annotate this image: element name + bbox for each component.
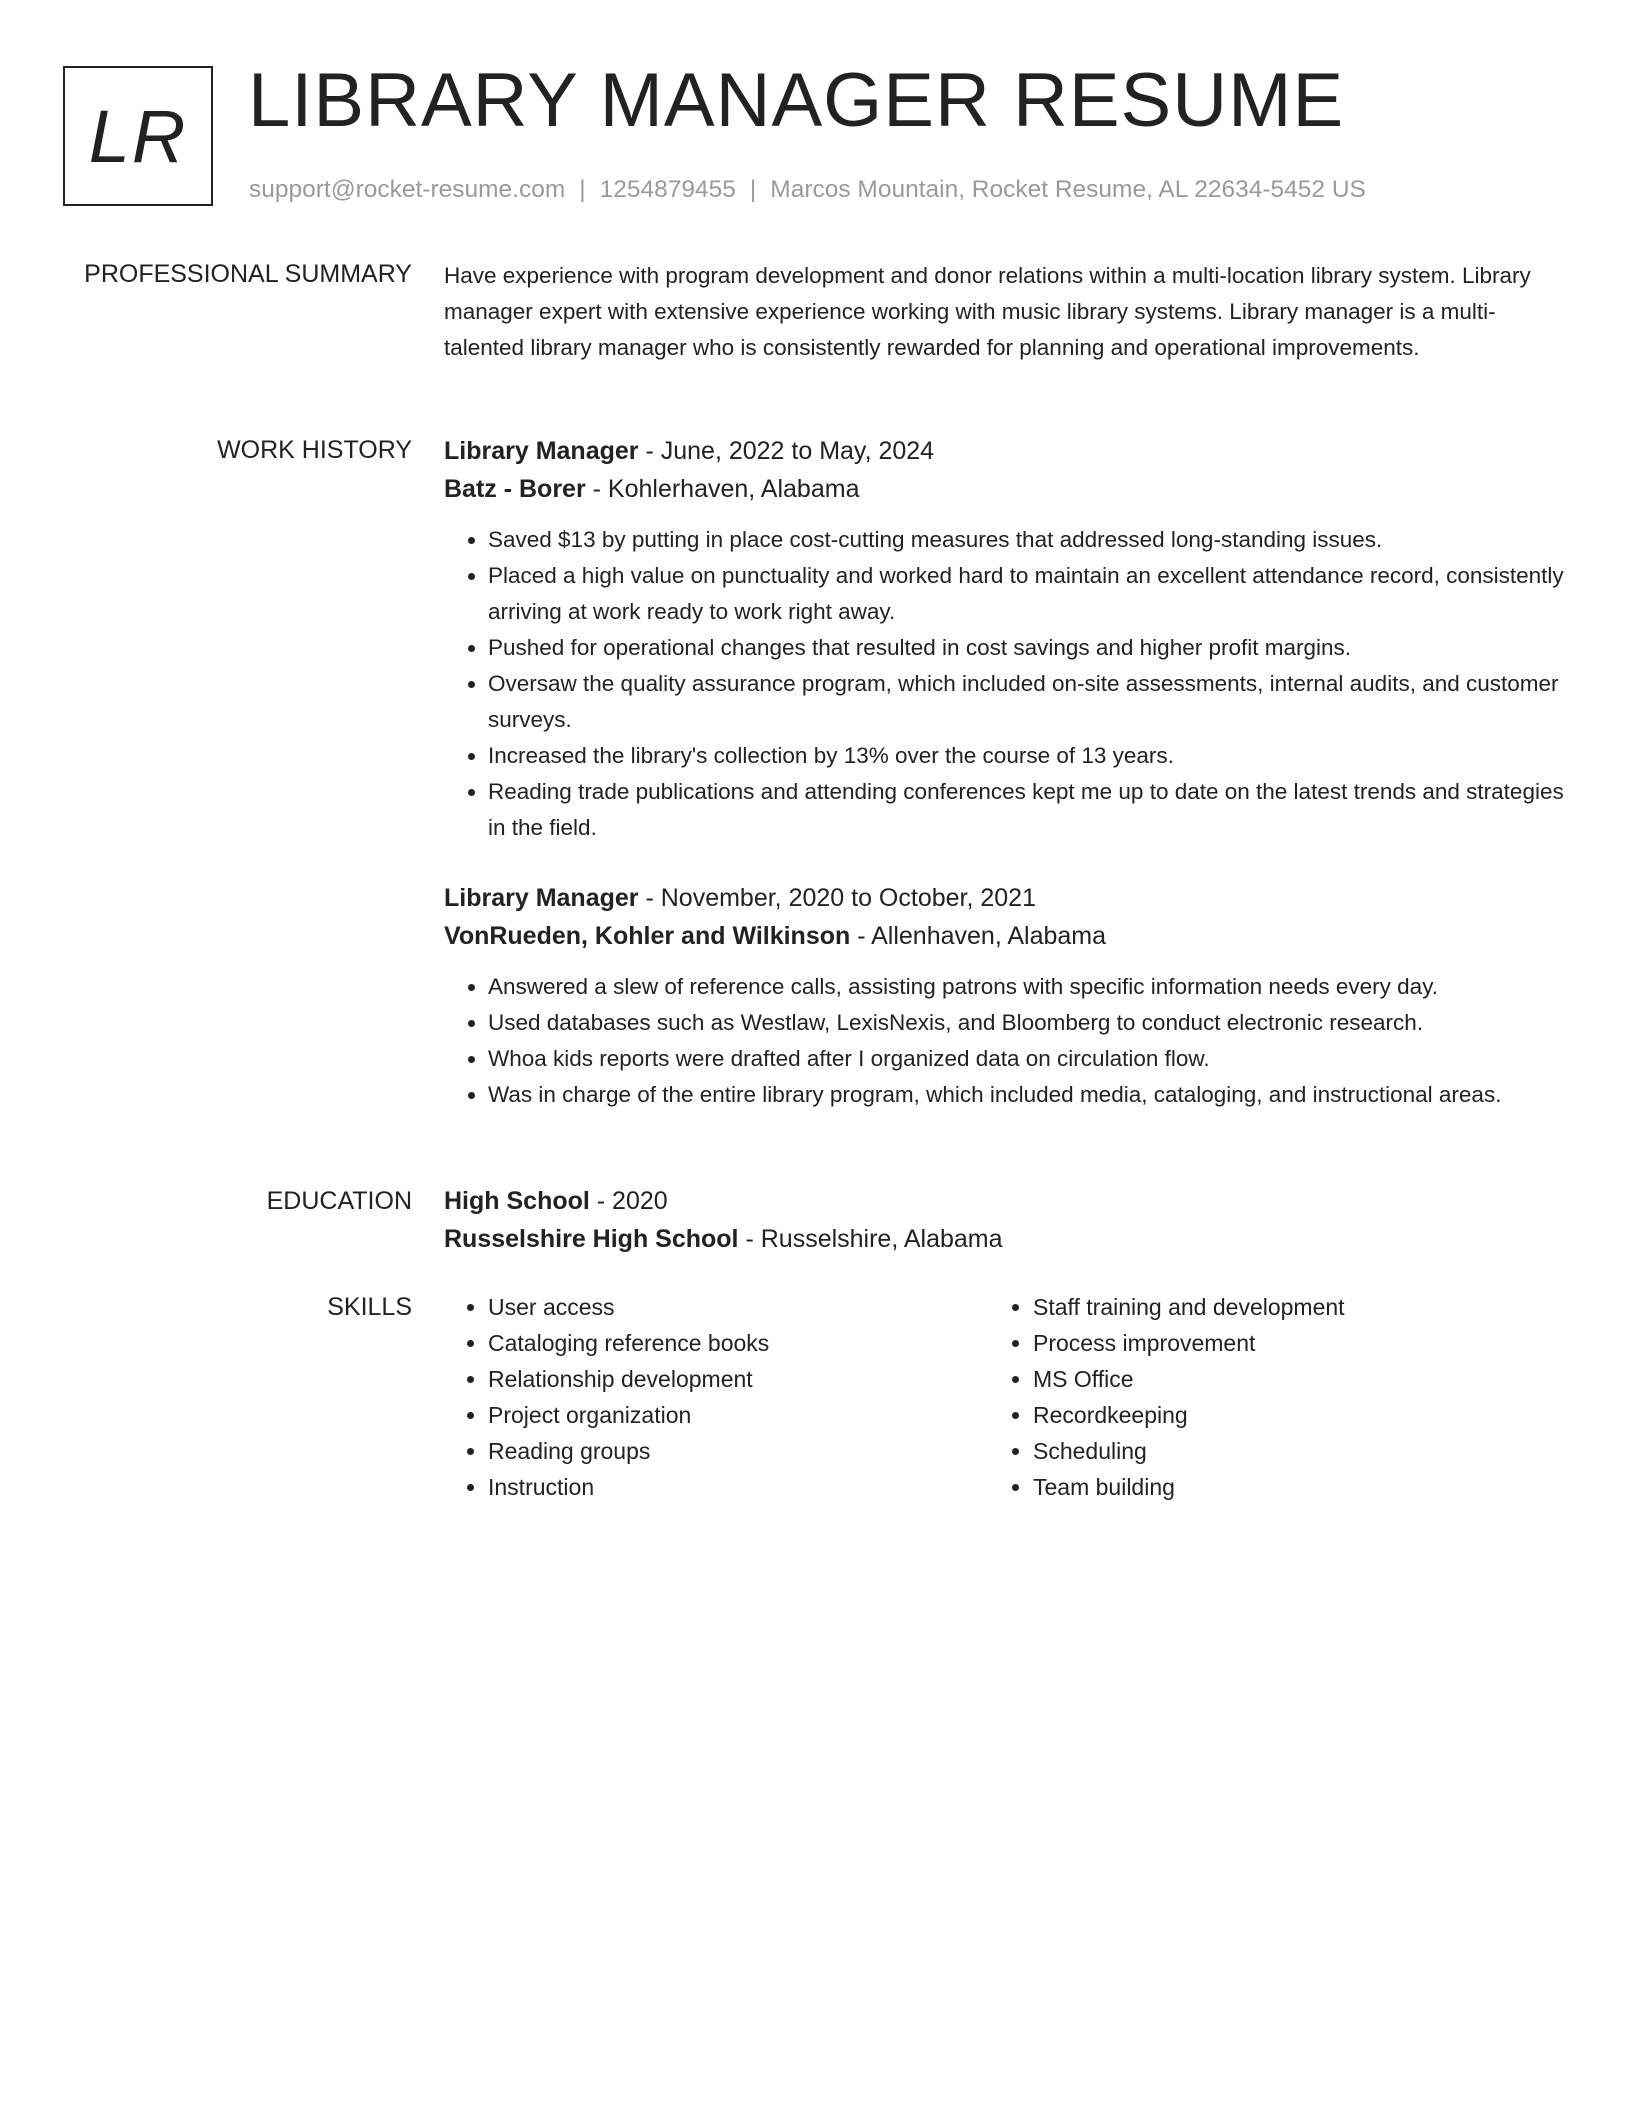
contact-address: Marcos Mountain, Rocket Resume, AL 22634-5452 US <box>770 176 1366 203</box>
list-item: • Pushed for operational changes that resulted in cost savings and higher profit margins. <box>488 630 1564 666</box>
job-location: - Kohlerhaven, Alabama <box>585 475 860 503</box>
skills-right-list <box>989 1289 1529 1505</box>
list-item: • Was in charge of the entire library program, which included media, cataloging, and instructional areas. <box>488 1077 1564 1113</box>
contact-line <box>249 174 1366 206</box>
list-item: • User access <box>488 1289 984 1325</box>
monogram-text: LR <box>88 94 188 178</box>
monogram-logo <box>63 66 213 206</box>
section-label-work-history: WORK HISTORY <box>217 436 412 464</box>
list-item: • Team building <box>1033 1469 1529 1505</box>
list-item: • Recordkeeping <box>1033 1397 1529 1433</box>
list-item: • Answered a slew of reference calls, assisting patrons with specific information needs every day. <box>488 969 1564 1005</box>
education-year: - 2020 <box>589 1187 668 1215</box>
job-location: - Allenhaven, Alabama <box>850 922 1107 950</box>
job-title-line <box>444 432 1564 470</box>
job-entry <box>444 879 1564 1113</box>
skills-column-left <box>444 1289 984 1505</box>
list-item: • Project organization <box>488 1397 984 1433</box>
list-item: • Placed a high value on punctuality and worked hard to maintain an excellent attendance record, consistently arriving at work ready to work right away. <box>488 558 1564 630</box>
job-dates: - November, 2020 to October, 2021 <box>638 884 1036 912</box>
contact-separator: | <box>749 176 757 203</box>
list-item: • Relationship development <box>488 1361 984 1397</box>
job-bullets <box>444 522 1564 846</box>
list-item: • Whoa kids reports were drafted after I organized data on circulation flow. <box>488 1041 1564 1077</box>
education-degree-line <box>444 1182 1564 1220</box>
list-item: • Increased the library's collection by 13% over the course of 13 years. <box>488 738 1564 774</box>
job-title: Library Manager <box>444 437 639 465</box>
education-location: - Russelshire, Alabama <box>738 1225 1003 1253</box>
education-school-line <box>444 1220 1564 1258</box>
contact-phone[interactable]: 1254879455 <box>599 176 736 203</box>
list-item: • Used databases such as Westlaw, LexisNexis, and Bloomberg to conduct electronic research. <box>488 1005 1564 1041</box>
job-bullets <box>444 969 1564 1113</box>
list-item: • Reading groups <box>488 1433 984 1469</box>
job-title-line <box>444 879 1564 917</box>
list-item: • Staff training and development <box>1033 1289 1529 1325</box>
list-item: • MS Office <box>1033 1361 1529 1397</box>
list-item: • Oversaw the quality assurance program, which included on-site assessments, internal audits, and customer surveys. <box>488 666 1564 738</box>
skills-list <box>444 1289 1564 1519</box>
job-company: VonRueden, Kohler and Wilkinson <box>444 922 851 950</box>
list-item: • Process improvement <box>1033 1325 1529 1361</box>
page-title: LIBRARY MANAGER RESUME <box>248 58 1345 143</box>
summary-text: Have experience with program development and donor relations within a multi-location library system. Library manager expert with extensive experience working with music library systems. Library manager is a multi-talented library manager who is consistently rewarded for planning and operational improvements. <box>444 263 1531 360</box>
job-company-line <box>444 470 1564 508</box>
section-label-summary: PROFESSIONAL SUMMARY <box>84 260 412 288</box>
job-company-line <box>444 917 1564 955</box>
contact-separator: | <box>579 176 586 203</box>
job-company: Batz - Borer <box>444 475 586 503</box>
job-dates: - June, 2022 to May, 2024 <box>638 437 935 465</box>
list-item: • Saved $13 by putting in place cost-cutting measures that addressed long-standing issues. <box>488 522 1564 558</box>
education-school: Russelshire High School <box>444 1225 739 1253</box>
section-label-education: EDUCATION <box>266 1187 412 1215</box>
list-item: • Instruction <box>488 1469 984 1505</box>
education-entry <box>444 1182 1564 1258</box>
contact-email[interactable]: support@rocket-resume.com <box>249 176 566 203</box>
skills-left-list <box>444 1289 984 1505</box>
skills-column-right <box>989 1289 1529 1505</box>
job-entry <box>444 432 1564 846</box>
list-item: • Scheduling <box>1033 1433 1529 1469</box>
section-label-skills: SKILLS <box>327 1293 412 1321</box>
list-item: • Cataloging reference books <box>488 1325 984 1361</box>
list-item: • Reading trade publications and attending conferences kept me up to date on the latest trends and strategies in the field. <box>488 774 1564 846</box>
education-degree: High School <box>444 1187 590 1215</box>
job-title: Library Manager <box>444 884 639 912</box>
